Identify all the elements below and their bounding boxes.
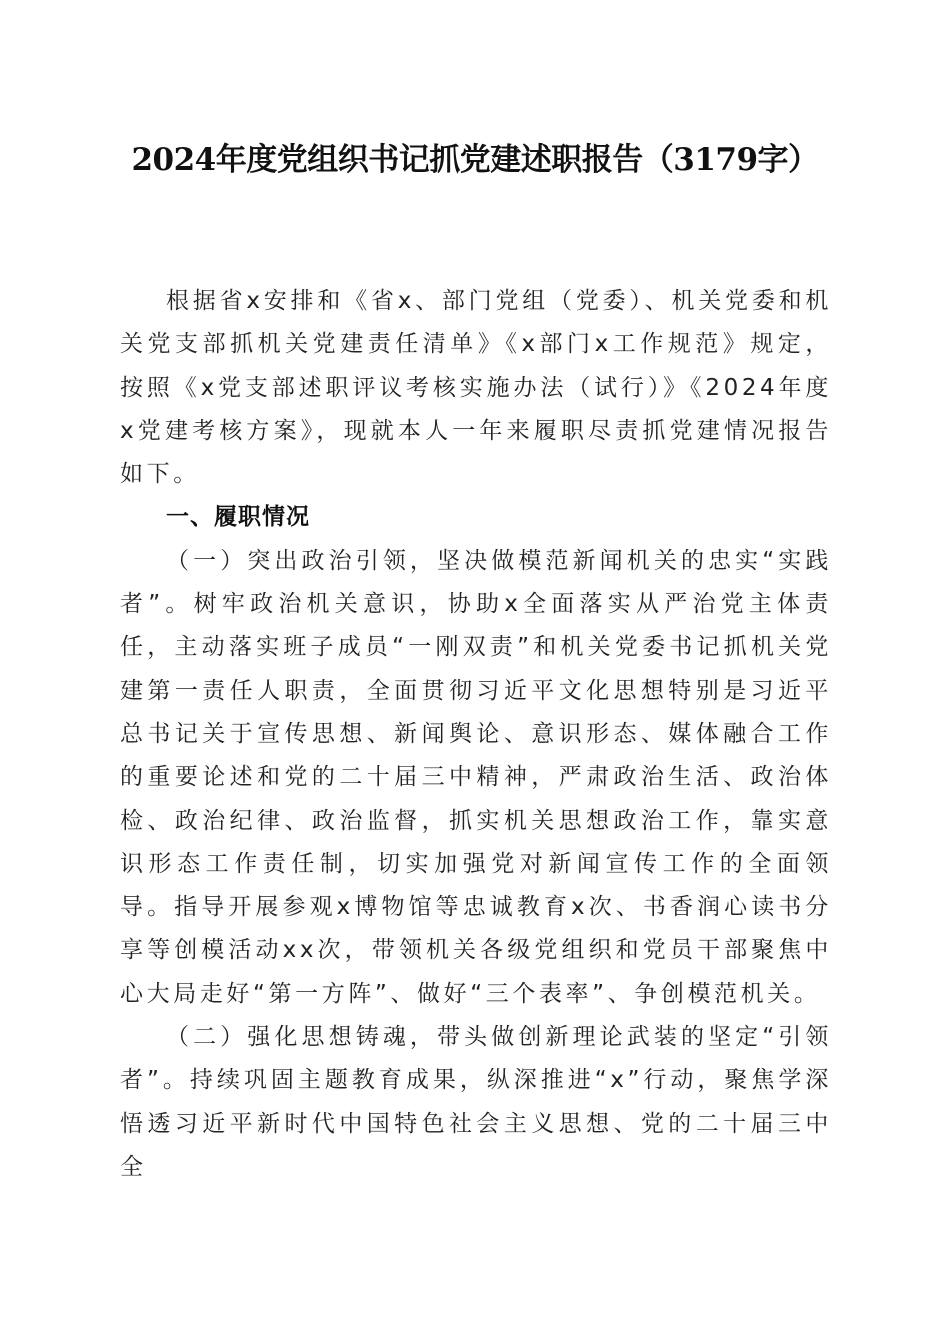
document-body [120,280,832,1189]
section-item-2: （二）强化思想铸魂，带头做创新理论武装的坚定“引领者”。持续巩固主题教育成果，纵深推进“x”行动，聚焦学深悟透习近平新时代中国特色社会主义思想、党的二十届三中全 [120,1024,832,1180]
section-item-1: （一）突出政治引领，坚决做模范新闻机关的忠实“实践者”。树牢政治机关意识，协助x全面落实从严治党主体责任，主动落实班子成员“一刚双责”和机关党委书记抓机关党建第一责任人职责，全面贯彻习近平文化思想特别是习近平总书记关于宣传思想、新闻舆论、意识形态、媒体融合工作的重要论述和党的二十届三中精神，严肃政治生活、政治体检、政治纪律、政治监督，抓实机关思想政治工作，靠实意识形态工作责任制，切实加强党对新闻宣传工作的全面领导。指导开展参观x博物馆等忠诚教育x次、书香润心读书分享等创模活动xx次，带领机关各级党组织和党员干部聚焦中心大局走好“第一方阵”、做好“三个表率”、争创模范机关。 [120,547,832,1007]
section-heading: 一、履职情况 [166,504,310,531]
intro-paragraph: 根据省x安排和《省x、部门党组（党委）、机关党委和机关党支部抓机关党建责任清单》《x部门x工作规范》规定，按照《x党支部述职评议考核实施办法（试行）》《2024年度x党建考核方案》，现就本人一年来履职尽责抓党建情况报告如下。 [120,288,832,488]
document-title: 2024年度党组织书记抓党建述职报告（3179字） [131,142,819,178]
